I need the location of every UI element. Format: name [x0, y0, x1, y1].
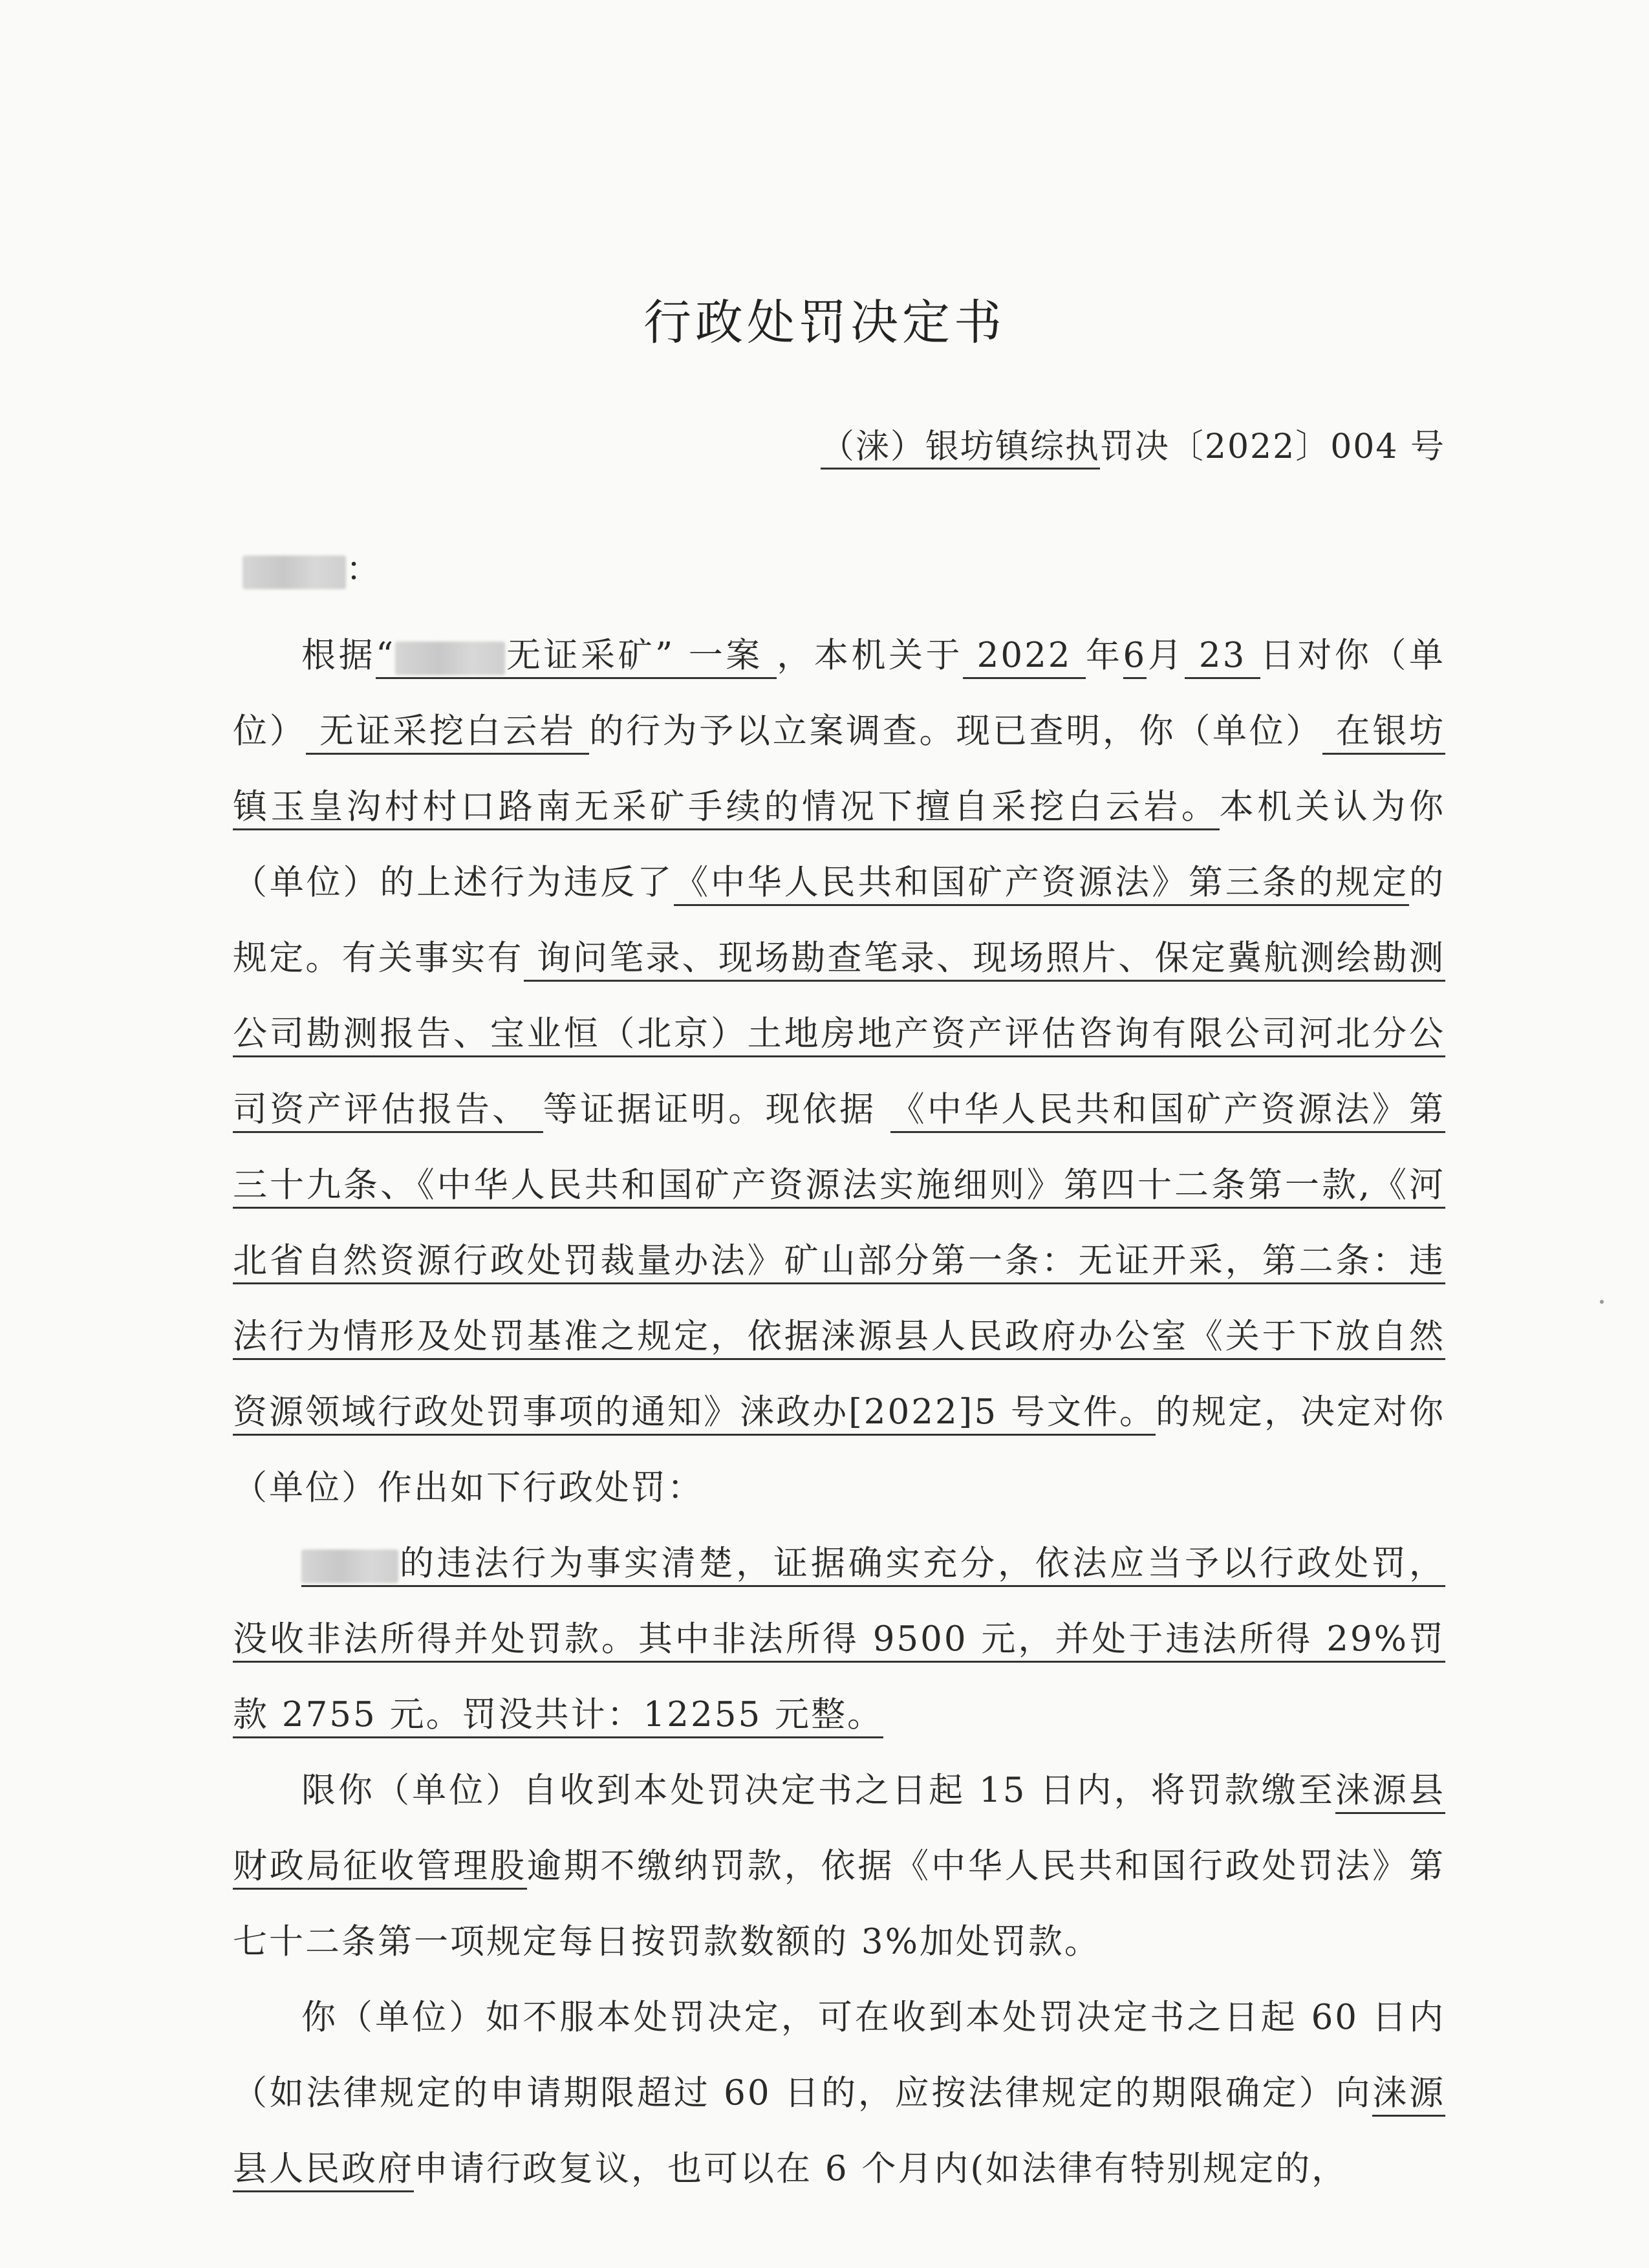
doc-number-code: 罚决〔2022〕004 号: [1099, 427, 1445, 466]
scan-speck: [1600, 1300, 1604, 1304]
document-title: 行政处罚决定书: [643, 295, 1006, 351]
paragraph-penalty: [233, 1526, 1445, 1753]
case-month: 6: [1123, 636, 1147, 679]
addressee-colon: ：: [346, 550, 380, 589]
case-year: 2022: [963, 636, 1086, 679]
paragraph-payment: 限你（单位）自收到本处罚决定书之日起 15 日内，将罚款缴至涞源县财政局征收管理股逾期不缴纳罚款，依据《中华人民共和国行政处罚法》第七十二条第一项规定每日按罚款数额的 3%加处罚款。: [233, 1771, 1445, 1961]
paragraph-appeal: 你（单位）如不服本处罚决定，可在收到本处罚决定书之日起 60 日内（如法律规定的申请期限超过 60 日的，应按法律规定的期限确定）向涞源县人民政府申请行政复议，也可以在 6 个月内(如法律有特别规定的，: [233, 1980, 1445, 2207]
ascertained-facts: 在银坊镇玉皇沟村村口路南无采矿手续的情况下擅自采挖白云岩。: [233, 711, 1445, 830]
case-day: 23: [1185, 636, 1260, 679]
paragraph-case-facts: 根据“ 无证采矿” 一案 ，本机关于 2022 年6月 23 日对你（单位） 无证采挖白云岩 的行为予以立案调查。现已查明，你（单位） 在银坊镇玉皇沟村村口路南无采矿手续的情况下擅自采挖白云岩。本机关认为你（单位）的上述行为违反了《中华人民共和国矿产资源法》第三条的规定的规定。有关事实有 询问笔录、现场勘查笔录、现场照片、保定冀航测绘勘测公司勘测报告、宝业恒（北京）土地房地产资产评估咨询有限公司河北分公司资产评估报告、 等证据证明。现依据 《中华人民共和国矿产资源法》第三十九条、《中华人民共和国矿产资源法实施细则》第四十二条第一款,《河北省自然资源行政处罚裁量办法》矿山部分第一条：无证开采，第二条：违法行为情形及处罚基准之规定，依据涞源县人民政府办公室《关于下放自然资源领域行政处罚事项的通知》涞政办[2022]5 号文件。的规定，决定对你（单位）作出如下行政处罚：: [233, 636, 1446, 1507]
penalty-text: 的违法行为事实清楚，证据确实充分，依法应当予以行政处罚，没收非法所得并处罚款。其中非法所得 9500 元，并处于违法所得 29%罚款 2755 元。罚没共计：12255 元整。: [233, 1544, 1445, 1734]
payee-office: 涞源县财政局征收管理股: [233, 1771, 1445, 1890]
violated-law: 《中华人民共和国矿产资源法》第三条的规定: [674, 863, 1409, 906]
redacted-party: [301, 1550, 398, 1583]
document-number: [821, 419, 1445, 468]
redacted-case-party: [395, 642, 505, 675]
review-authority: 涞源县人民政府: [233, 2073, 1445, 2192]
evidence-list: 询问笔录、现场勘查笔录、现场照片、保定冀航测绘勘测公司勘测报告、宝业恒（北京）土地房地产资产评估咨询有限公司河北分公司资产评估报告、: [233, 938, 1445, 1133]
legal-basis: 《中华人民共和国矿产资源法》第三十九条、《中华人民共和国矿产资源法实施细则》第四十二条第一款,《河北省自然资源行政处罚裁量办法》矿山部分第一条：无证开采，第二条：违法行为情形及处罚基准之规定，依据涞源县人民政府办公室《关于下放自然资源领域行政处罚事项的通知》涞政办[2022]5 号文件。: [233, 1090, 1445, 1436]
decision-body: [233, 618, 1445, 2207]
doc-number-issuer: （涞）银坊镇综执: [821, 427, 1100, 470]
redacted-name: [242, 556, 346, 589]
addressee-line: [242, 542, 380, 590]
illegal-behavior: 无证采挖白云岩: [306, 711, 589, 755]
case-name: “ 无证采矿” 一案: [376, 636, 777, 679]
